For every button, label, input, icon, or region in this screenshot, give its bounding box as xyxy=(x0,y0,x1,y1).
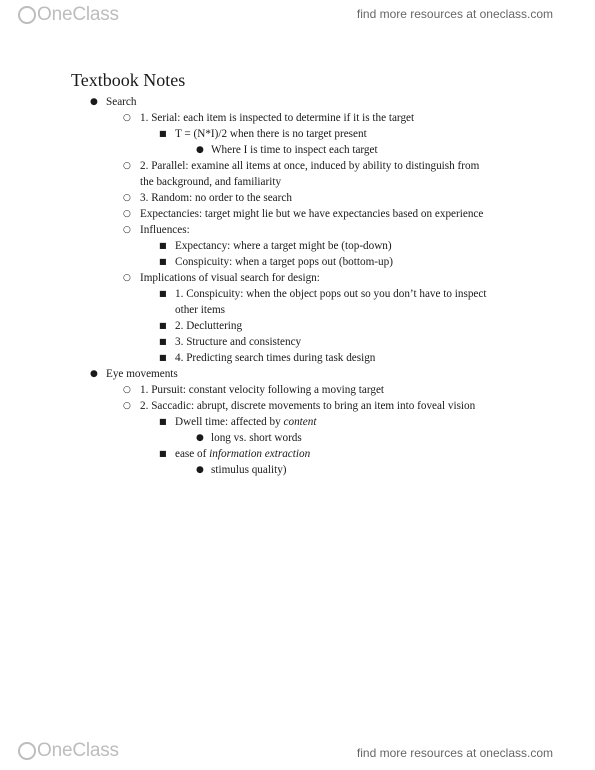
bullet-icon: ■ xyxy=(159,321,167,330)
oneclass-logo-bottom xyxy=(18,740,119,762)
item-text: 3. Structure and consistency xyxy=(175,336,302,348)
bullet-icon: ○ xyxy=(123,385,131,395)
list-item xyxy=(0,366,595,382)
list-item xyxy=(0,158,595,174)
item-text: Expectancy: where a target might be (top-down) xyxy=(175,240,392,252)
oneclass-logo-top xyxy=(18,4,119,26)
item-text: Expectancies: target might lie but we have expectancies based on experience xyxy=(140,208,484,220)
bullet-icon: ○ xyxy=(123,401,131,411)
bullet-icon: ● xyxy=(196,433,204,443)
list-item xyxy=(0,238,595,254)
bullet-icon: ● xyxy=(90,97,98,107)
item-text xyxy=(175,414,316,430)
item-text: 3. Random: no order to the search xyxy=(140,192,292,204)
ease-emphasis: information extraction xyxy=(209,448,311,460)
item-text: Eye movements xyxy=(106,368,178,380)
bullet-icon: ○ xyxy=(123,113,131,123)
item-text xyxy=(175,446,310,462)
bullet-icon: ■ xyxy=(159,353,167,362)
dwell-emphasis: content xyxy=(283,416,317,428)
item-text: 2. Parallel: examine all items at once, induced by ability to distinguish from xyxy=(140,160,480,172)
bullet-icon: ■ xyxy=(159,241,167,250)
list-item-continuation xyxy=(0,174,595,190)
bullet-icon: ● xyxy=(196,465,204,475)
list-item xyxy=(0,430,595,446)
item-text: Influences: xyxy=(140,224,190,236)
list-item xyxy=(0,206,595,222)
item-text: long vs. short words xyxy=(211,432,302,444)
list-item xyxy=(0,190,595,206)
list-item xyxy=(0,142,595,158)
item-text: Conspicuity: when a target pops out (bottom-up) xyxy=(175,256,393,268)
list-item xyxy=(0,350,595,366)
bullet-icon: ■ xyxy=(159,129,167,138)
list-item xyxy=(0,414,595,430)
logo-wordmark: OneClass xyxy=(37,740,119,761)
ease-text: ease of xyxy=(175,448,210,460)
item-text: 1. Serial: each item is inspected to determine if it is the target xyxy=(140,112,415,124)
list-item xyxy=(0,446,595,462)
item-text: stimulus quality) xyxy=(211,464,287,476)
bullet-icon: ■ xyxy=(159,289,167,298)
list-item xyxy=(0,94,595,110)
list-item xyxy=(0,286,595,302)
item-text: Search xyxy=(106,96,137,108)
list-item xyxy=(0,126,595,142)
bullet-icon: ■ xyxy=(159,337,167,346)
bullet-icon: ○ xyxy=(123,193,131,203)
notes-outline xyxy=(0,94,595,478)
bullet-icon: ○ xyxy=(123,161,131,171)
page-title: Textbook Notes xyxy=(71,70,186,90)
oneclass-o-icon xyxy=(18,742,36,760)
item-text: 4. Predicting search times during task design xyxy=(175,352,376,364)
bullet-icon: ● xyxy=(90,369,98,379)
logo-wordmark: OneClass xyxy=(37,4,119,25)
list-item xyxy=(0,382,595,398)
list-item xyxy=(0,462,595,478)
bullet-icon: ■ xyxy=(159,417,167,426)
header-resources-link[interactable]: find more resources at oneclass.com xyxy=(356,7,553,21)
list-item xyxy=(0,254,595,270)
item-text: T = (N*I)/2 when there is no target present xyxy=(175,128,367,140)
list-item xyxy=(0,222,595,238)
bullet-icon: ○ xyxy=(123,225,131,235)
list-item xyxy=(0,398,595,414)
bullet-icon: ○ xyxy=(123,273,131,283)
footer-resources-link[interactable]: find more resources at oneclass.com xyxy=(356,746,553,760)
bullet-icon: ■ xyxy=(159,449,167,458)
dwell-text: Dwell time: affected by xyxy=(175,416,284,428)
item-text: the background, and familiarity xyxy=(140,176,282,188)
list-item xyxy=(0,318,595,334)
list-item xyxy=(0,270,595,286)
item-text: Where I is time to inspect each target xyxy=(211,144,378,156)
item-text: other items xyxy=(175,304,226,316)
list-item xyxy=(0,334,595,350)
item-text: 1. Conspicuity: when the object pops out so you don’t have to inspect xyxy=(175,288,487,300)
bullet-icon: ○ xyxy=(123,209,131,219)
item-text: 2. Saccadic: abrupt, discrete movements to bring an item into foveal vision xyxy=(140,400,476,412)
oneclass-o-icon xyxy=(18,6,36,24)
item-text: Implications of visual search for design: xyxy=(140,272,320,284)
item-text: 1. Pursuit: constant velocity following a moving target xyxy=(140,384,385,396)
bullet-icon: ■ xyxy=(159,257,167,266)
list-item xyxy=(0,110,595,126)
item-text: 2. Decluttering xyxy=(175,320,243,332)
bullet-icon: ● xyxy=(196,145,204,155)
list-item-continuation xyxy=(0,302,595,318)
